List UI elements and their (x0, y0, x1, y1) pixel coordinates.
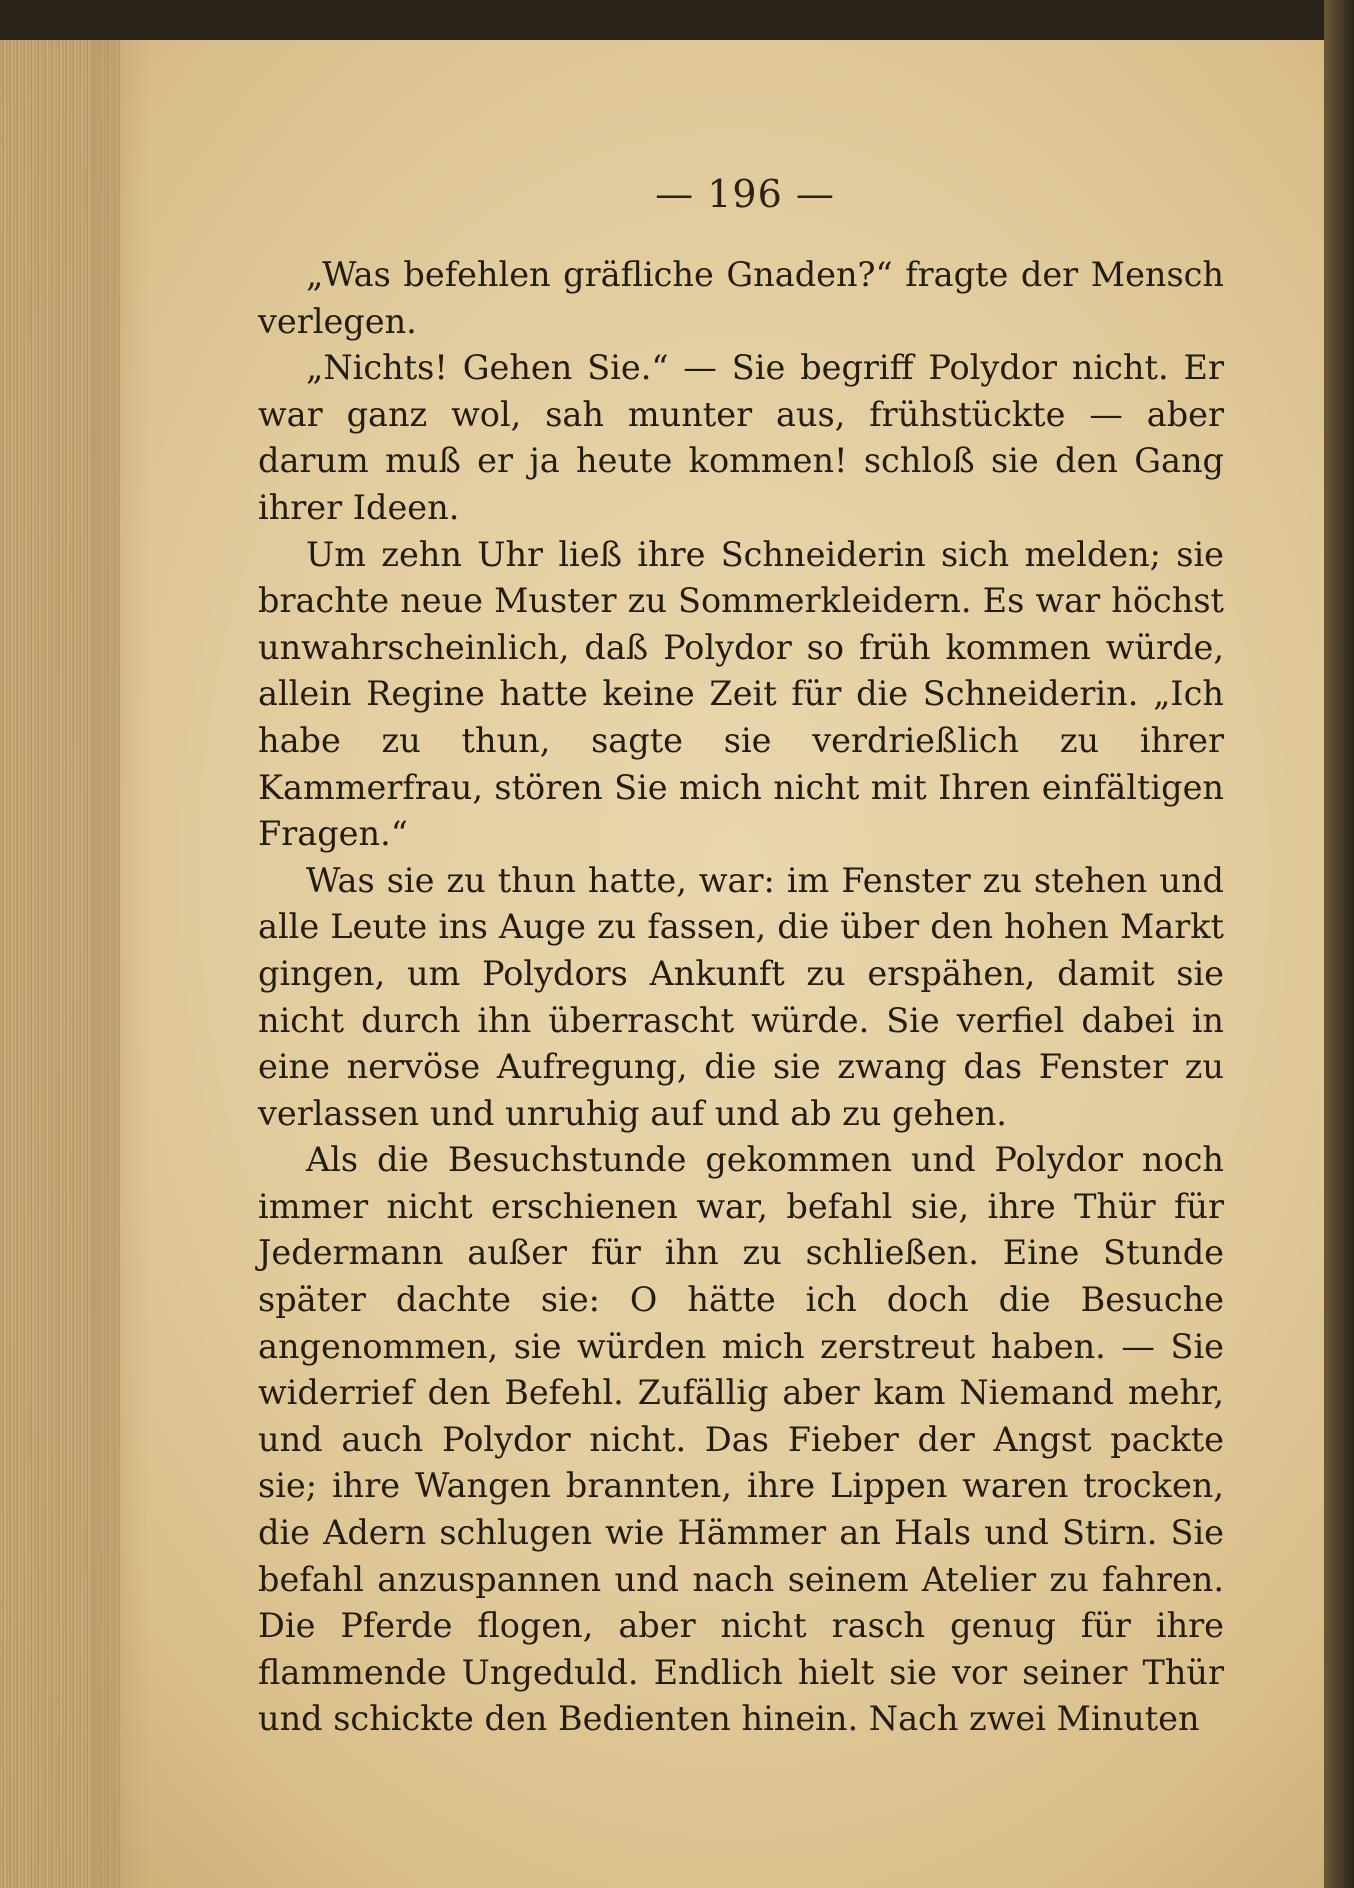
paragraph-4: Was sie zu thun hatte, war: im Fenster zu stehen und alle Leute ins Auge zu fassen, die über den hohen Markt gingen, um Polydors Ankunft zu erspähen, damit sie nicht durch ihn überrascht würde. Sie verfiel dabei in eine nervöse Aufregung, die sie zwang das Fenster zu verlassen und unruhig auf und ab zu gehen. (258, 860, 1224, 1133)
paragraph-2: „Nichts! Gehen Sie.“ — Sie begriff Polydor nicht. Er war ganz wol, sah munter aus, frühstückte — aber darum muß er ja heute kommen! schloß sie den Gang ihrer Ideen. (258, 348, 1224, 527)
paragraph-3: Um zehn Uhr ließ ihre Schneiderin sich melden; sie brachte neue Muster zu Sommerkleidern. Es war höchst unwahrscheinlich, daß Polydor so früh kommen würde, allein Regine hatte keine Zeit für die Schneiderin. „Ich habe zu thun, sagte sie verdrießlich zu ihrer Kammerfrau, stören Sie mich nicht mit Ihren einfältigen Fragen.“ (258, 534, 1224, 854)
body-text (258, 252, 1224, 1743)
stacked-page-edges (0, 40, 120, 1888)
binding-shadow (1324, 0, 1354, 1888)
page-number: — 196 — (655, 172, 835, 216)
paragraph-5: Als die Besuchstunde gekommen und Polydor noch immer nicht erschienen war, befahl sie, ihre Thür für Jedermann außer für ihn zu schließen. Eine Stunde später dachte sie: O hätte ich doch die Besuche angenommen, sie würden mich zerstreut haben. — Sie widerrief den Befehl. Zufällig aber kam Niemand mehr, und auch Polydor nicht. Das Fieber der Angst packte sie; ihre Wangen brannten, ihre Lippen waren trocken, die Adern schlugen wie Hämmer an Hals und Stirn. Sie befahl anzuspannen und nach seinem Atelier zu fahren. Die Pferde flogen, aber nicht rasch genug für ihre flammende Ungeduld. Endlich hielt sie vor seiner Thür und schickte den Bedienten hinein. Nach zwei Minuten (258, 1140, 1224, 1739)
paragraph-1: „Was befehlen gräfliche Gnaden?“ fragte der Mensch verlegen. (258, 255, 1224, 341)
